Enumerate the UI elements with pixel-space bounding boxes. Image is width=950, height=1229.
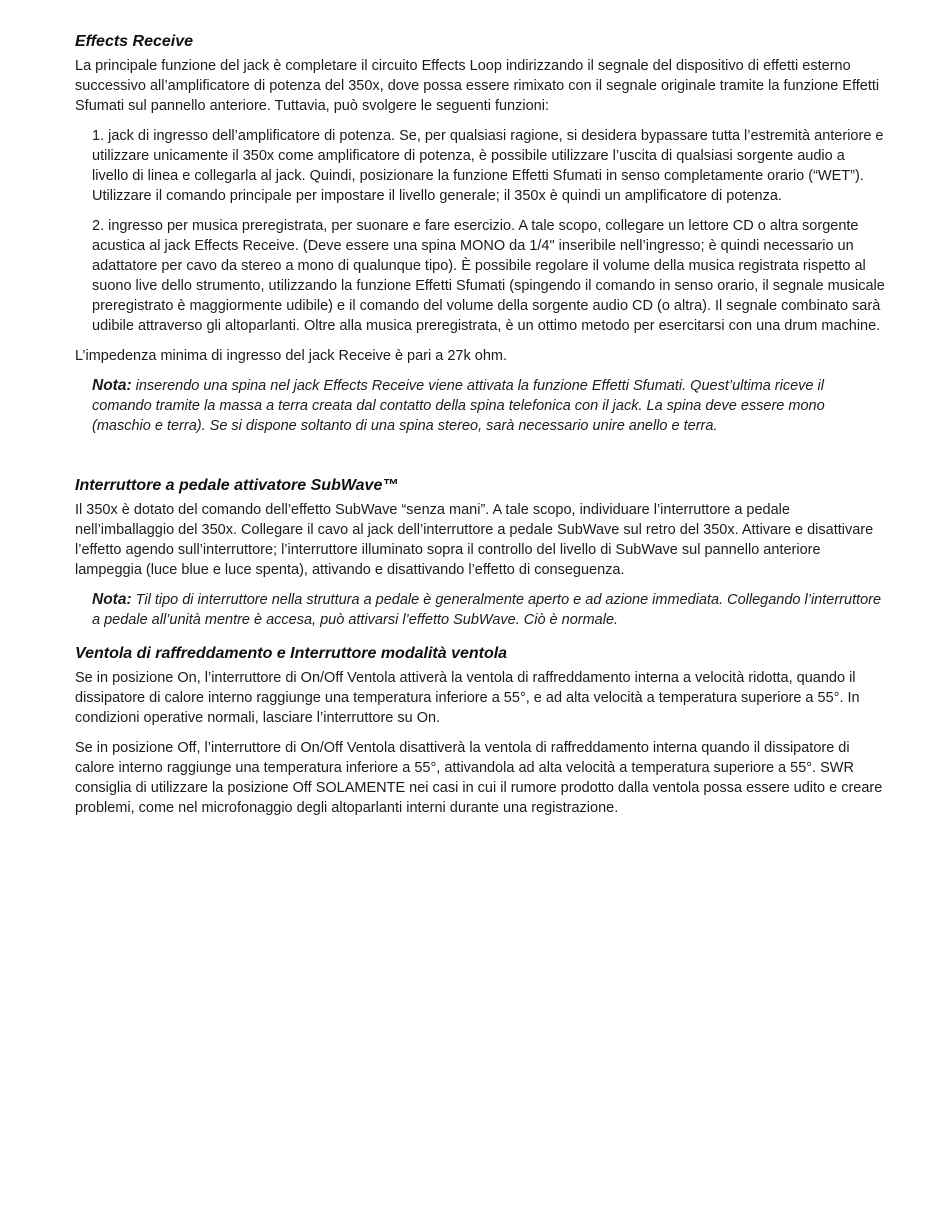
spacer	[75, 436, 885, 476]
note-subwave	[92, 590, 885, 630]
section-title-effects-receive: Effects Receive	[75, 33, 193, 50]
note-text: Til tipo di interruttore nella struttura a pedale è generalmente aperto e ad azione immediata. Collegando l’interruttore a pedale all’unità mentre è accesa, può attivarsi l’effetto SubWave. Ciò è normale.	[92, 592, 882, 628]
paragraph-fan-on: Se in posizione On, l’interruttore di On/Off Ventola attiverà la ventola di raffreddamento interna a velocità ridotta, quando il dissipatore di calore interno raggiunge una temperatura inferiore a 55°, e ad alta velocità a temperatura superiore a 55°. In condizioni operative normali, lasciare l’interruttore su On.	[75, 670, 860, 726]
paragraph-subwave: Il 350x è dotato del comando dell’effetto SubWave “senza mani”. A tale scopo, individuare l’interruttore a pedale nell’imballaggio del 350x. Collegare il cavo al jack dell’interruttore a pedale SubWave sul retro del 350x. Attivare e disattivare l’effetto agendo sull’interruttore; l’interruttore illuminato sopra il controllo del livello di SubWave sul pannello anteriore lampeggia (luce blue e luce spenta), attivando e disattivando l’effetto di conseguenza.	[75, 502, 874, 578]
paragraph-fan-off: Se in posizione Off, l’interruttore di On/Off Ventola disattiverà la ventola di raffreddamento interna quando il dissipatore di calore interno raggiunge una temperatura inferiore a 55°, attivandola ad alta velocità a temperatura superiore a 55°. SWR consiglia di utilizzare la posizione Off SOLAMENTE nei casi in cui il rumore prodotto dalla ventola possa essere udito e creare problemi, come nel microfonaggio degli altoparlanti interni durante una registrazione.	[75, 740, 883, 816]
note-label: Nota:	[92, 591, 132, 608]
note-label: Nota:	[92, 377, 132, 394]
paragraph-impedance: L’impedenza minima di ingresso del jack Receive è pari a 27k ohm.	[75, 348, 507, 364]
note-text: inserendo una spina nel jack Effects Receive viene attivata la funzione Effetti Sfumati. Quest’ultima riceve il comando tramite la massa a terra creata dal contatto della spina telefonica con il jack. La spina deve essere mono (maschio e terra). Se si dispone soltanto di una spina stereo, sarà necessario unire anello e terra.	[92, 378, 825, 434]
paragraph-intro: La principale funzione del jack è completare il circuito Effects Loop indirizzando il segnale del dispositivo di effetti esterno successivo all’amplificatore di potenza del 350x, dove possa essere rimixato con il segnale originale tramite la funzione Effetti Sfumati sul pannello anteriore. Tuttavia, può svolgere le seguenti funzioni:	[75, 58, 880, 114]
list-item-prerecorded-music: 2. ingresso per musica preregistrata, per suonare e fare esercizio. A tale scopo, collegare un lettore CD o altra sorgente acustica al jack Effects Receive. (Deve essere una spina MONO da 1/4" inseribile nell’ingresso; è quindi necessario un adattatore per cavo da stereo a mono di qualunque tipo). È possibile regolare il volume della musica registrata rispetto al suono live dello strumento, utilizzando la funzione Effetti Sfumati (spingendo il comando in senso orario, il segnale musicale preregistrato è maggiormente udibile) e il comando del volume della sorgente audio CD (o altra). Il segnale combinato sarà udibile attraverso gli altoparlanti. Oltre alla musica preregistrata, è un ottimo metodo per esercitarsi con una drum machine.	[92, 218, 885, 334]
document-page	[75, 32, 885, 828]
list-item-power-amp: 1. jack di ingresso dell’amplificatore di potenza. Se, per qualsiasi ragione, si desidera bypassare tutta l’estremità anteriore e utilizzare unicamente il 350x come amplificatore di potenza, è possibile utilizzare l’uscita di qualsiasi sorgente audio a livello di linea e collegarla al jack. Quindi, posizionare la funzione Effetti Sfumati in senso completamente orario (“WET”). Utilizzare il comando principale per impostare il livello generale; il 350x è quindi un amplificatore di potenza.	[92, 128, 884, 204]
section-title-cooling-fan: Ventola di raffreddamento e Interruttore modalità ventola	[75, 645, 508, 662]
note-effects-receive	[92, 376, 885, 436]
section-title-subwave-footswitch: Interruttore a pedale attivatore SubWave™	[75, 477, 399, 494]
